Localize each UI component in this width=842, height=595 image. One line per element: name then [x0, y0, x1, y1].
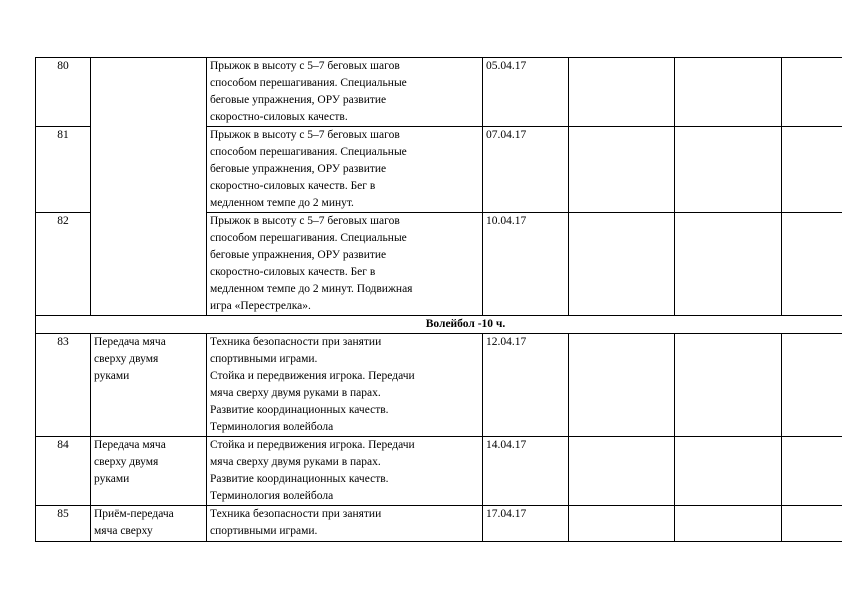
- empty-cell: [782, 334, 842, 437]
- lesson-date: 05.04.17: [483, 58, 569, 127]
- lesson-topic: Передача мяча сверху двумя руками: [91, 437, 207, 506]
- lesson-content: Прыжок в высоту с 5–7 беговых шагов способом перешагивания. Специальные беговые упражнения, ОРУ развитие скоростно-силовых качеств. Бег в медленном темпе до 2 минут.: [207, 127, 483, 213]
- section-title: Волейбол -10 ч.: [36, 316, 842, 334]
- empty-cell: [675, 213, 782, 316]
- lesson-content: Прыжок в высоту с 5–7 беговых шагов способом перешагивания. Специальные беговые упражнения, ОРУ развитие скоростно-силовых качеств. Бег в медленном темпе до 2 минут. Подвижная игра «Перестрелка».: [207, 213, 483, 316]
- empty-cell: [675, 58, 782, 127]
- table-row: [36, 58, 842, 127]
- section-row: [36, 316, 842, 334]
- empty-cell: [675, 334, 782, 437]
- lesson-date: 14.04.17: [483, 437, 569, 506]
- lesson-number: 85: [36, 506, 91, 542]
- topic-cell-empty: [91, 58, 207, 316]
- table-row: [36, 334, 842, 437]
- empty-cell: [782, 58, 842, 127]
- lesson-number: 82: [36, 213, 91, 316]
- lesson-date: 07.04.17: [483, 127, 569, 213]
- lesson-content: Прыжок в высоту с 5–7 беговых шагов способом перешагивания. Специальные беговые упражнения, ОРУ развитие скоростно-силовых качеств.: [207, 58, 483, 127]
- lesson-date: 17.04.17: [483, 506, 569, 542]
- empty-cell: [675, 437, 782, 506]
- empty-cell: [569, 506, 675, 542]
- lesson-date: 10.04.17: [483, 213, 569, 316]
- lesson-content: Техника безопасности при занятии спортивными играми.: [207, 506, 483, 542]
- empty-cell: [782, 506, 842, 542]
- empty-cell: [569, 334, 675, 437]
- lesson-content: Техника безопасности при занятии спортивными играми. Стойка и передвижения игрока. Передачи мяча сверху двумя руками в парах. Развитие координационных качеств. Терминология волейбола: [207, 334, 483, 437]
- empty-cell: [782, 127, 842, 213]
- empty-cell: [569, 127, 675, 213]
- lesson-number: 81: [36, 127, 91, 213]
- lesson-number: 84: [36, 437, 91, 506]
- lesson-plan-table: [35, 57, 842, 542]
- lesson-number: 80: [36, 58, 91, 127]
- table-row: [36, 437, 842, 506]
- table-row: [36, 506, 842, 542]
- empty-cell: [675, 506, 782, 542]
- empty-cell: [569, 437, 675, 506]
- lesson-topic: Передача мяча сверху двумя руками: [91, 334, 207, 437]
- lesson-date: 12.04.17: [483, 334, 569, 437]
- lesson-topic: Приём-передача мяча сверху: [91, 506, 207, 542]
- empty-cell: [569, 58, 675, 127]
- lesson-number: 83: [36, 334, 91, 437]
- empty-cell: [675, 127, 782, 213]
- empty-cell: [569, 213, 675, 316]
- empty-cell: [782, 437, 842, 506]
- lesson-content: Стойка и передвижения игрока. Передачи мяча сверху двумя руками в парах. Развитие координационных качеств. Терминология волейбола: [207, 437, 483, 506]
- empty-cell: [782, 213, 842, 316]
